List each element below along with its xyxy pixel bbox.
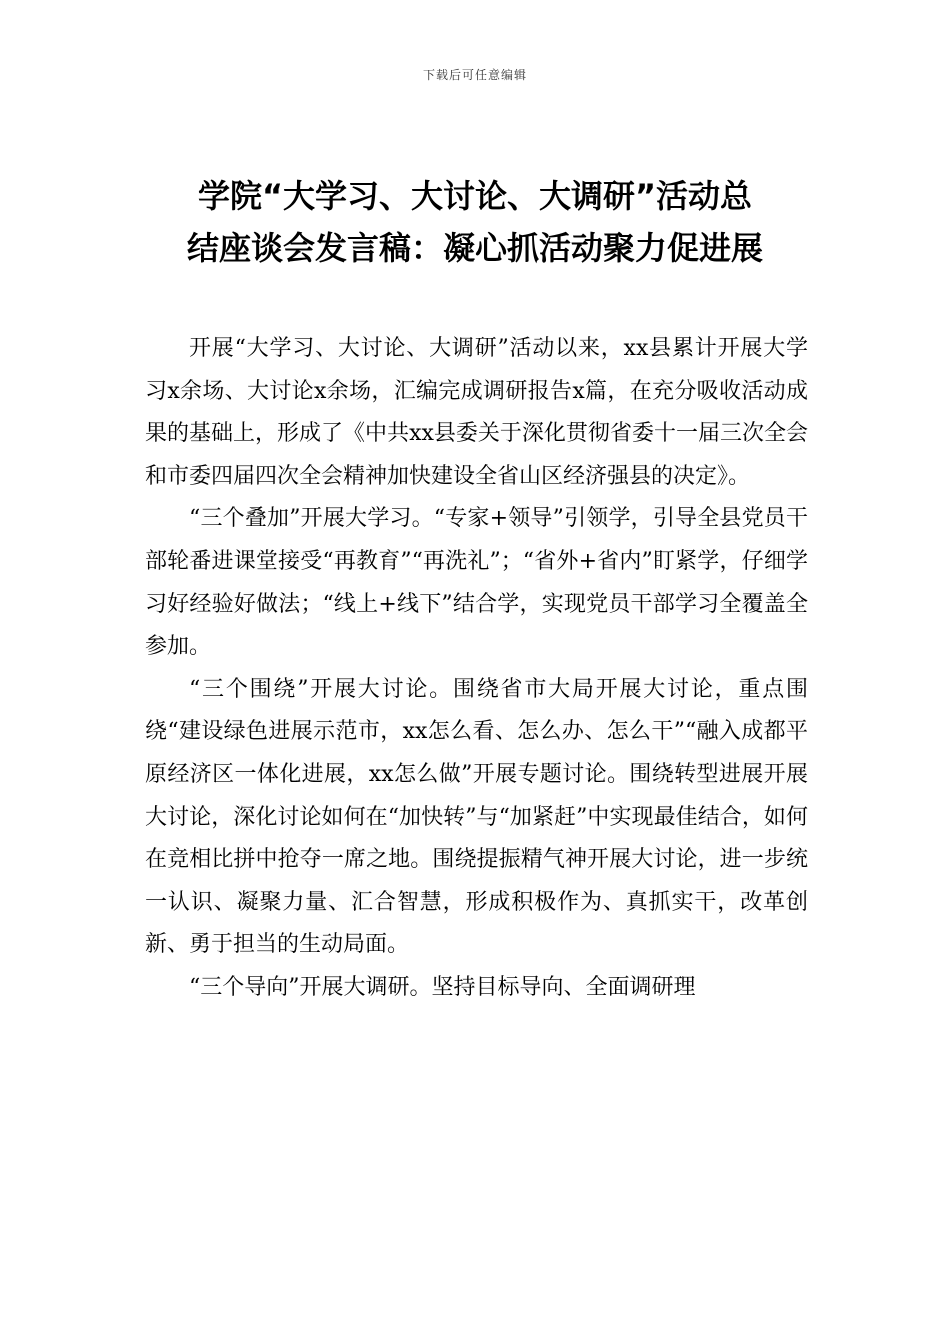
document-title [150, 170, 800, 274]
document-body [145, 328, 808, 1010]
title-line-2: 结座谈会发言稿：凝心抓活动聚力促进展 [186, 229, 763, 267]
paragraph-study: “三个叠加”开展大学习。“专家+领导”引领学，引导全县党员干部轮番进课堂接受“再教育”“再洗礼”；“省外+省内”盯紧学，仔细学习好经验好做法；“线上+线下”结合学，实现党员干部学习全覆盖全参加。 [145, 506, 808, 660]
paragraph-research: “三个导向”开展大调研。坚持目标导向、全面调研理 [189, 974, 696, 1000]
header-note: 下载后可任意编辑 [422, 68, 527, 82]
title-line-1: 学院“大学习、大讨论、大调研”活动总 [197, 177, 753, 215]
paragraph-discussion: “三个围绕”开展大讨论。围绕省市大局开展大讨论，重点围绕“建设绿色进展示范市，xx怎么看、怎么办、怎么干”“融入成都平原经济区一体化进展，xx怎么做”开展专题讨论。围绕转型进展开展大讨论，深化讨论如何在“加快转”与“加紧赶”中实现最佳结合，如何在竞相比拼中抢夺一席之地。围绕提振精气神开展大讨论，进一步统一认识、凝聚力量、汇合智慧，形成积极作为、真抓实干，改革创新、勇于担当的生动局面。 [145, 676, 808, 958]
paragraph-intro: 开展“大学习、大讨论、大调研”活动以来，xx县累计开展大学习x余场、大讨论x余场，汇编完成调研报告x篇，在充分吸收活动成果的基础上，形成了《中共xx县委关于深化贯彻省委十一届三次全会和市委四届四次全会精神加快建设全省山区经济强县的决定》。 [145, 336, 808, 489]
